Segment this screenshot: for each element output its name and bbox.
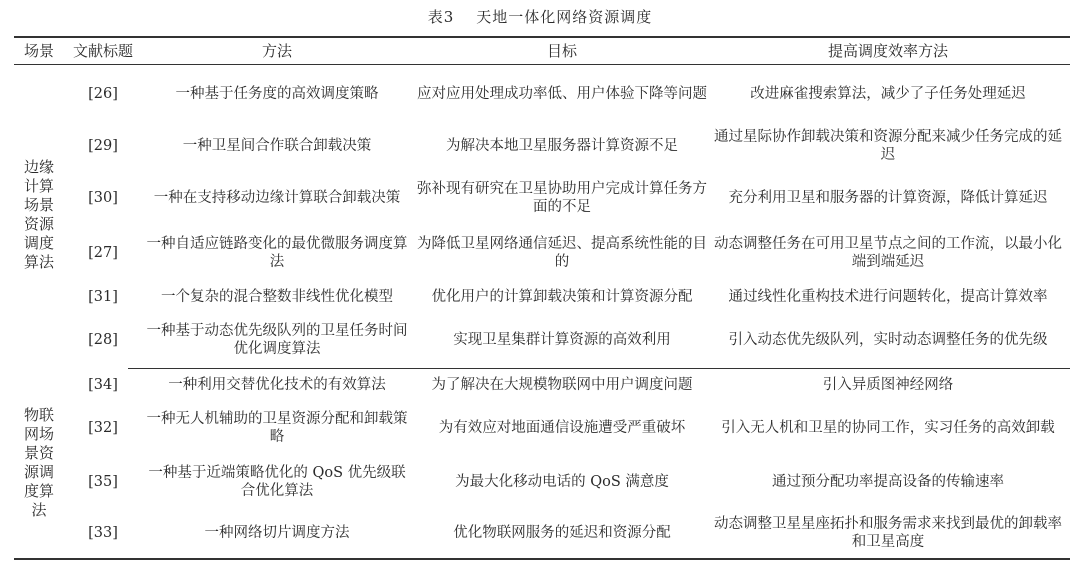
table-row-ref: [33] [88,525,118,541]
table-row-ref: [32] [88,420,118,436]
scene-line: 边缘 [23,158,54,176]
group-scene-edge [14,158,64,272]
group-divider-rule [128,368,1070,369]
scene-line: 资源 [23,215,54,233]
table-row-method: 一种基于任务度的高效调度策略 [175,86,379,102]
table-row-goal: 应对应用处理成功率低、用户体验下降等问题 [417,86,707,102]
table-row-goal: 为最大化移动电话的 QoS 满意度 [455,474,669,490]
table-row-goal: 为降低卫星网络通信延迟、提高系统性能的目的 [417,236,707,270]
scene-line: 计算 [23,177,54,195]
table-row-goal: 为了解决在大规模物联网中用户调度问题 [431,377,693,393]
table-row-efficiency: 动态调整任务在可用卫星节点之间的工作流，以最小化端到端延迟 [714,236,1062,270]
header-goal: 目标 [546,42,577,60]
scene-line: 场景 [23,196,54,214]
table-row-goal: 优化物联网服务的延迟和资源分配 [453,525,671,541]
table-row-ref: [30] [88,190,118,206]
table-row-ref: [26] [88,86,118,102]
table-row-ref: [35] [88,474,118,490]
table-row-method: 一种利用交替优化技术的有效算法 [168,377,386,393]
table-row-method: 一种自适应链路变化的最优微服务调度算法 [146,236,408,270]
scene-line: 度算 [23,482,54,500]
scene-line: 算法 [23,253,54,271]
table-row-efficiency: 动态调整卫星星座拓扑和服务需求来找到最优的卸载率和卫星高度 [714,516,1062,550]
scene-line: 物联 [23,406,54,424]
header-method: 方法 [261,42,292,60]
table-row-goal: 为有效应对地面通信设施遭受严重破坏 [438,420,686,436]
table-row-efficiency: 引入动态优先级队列，实时动态调整任务的优先级 [728,332,1048,348]
table-row-efficiency: 通过星际协作卸载决策和资源分配来减少任务完成的延迟 [714,129,1062,163]
table-row-ref: [28] [88,332,118,348]
table-caption [0,6,1080,27]
table-row-goal: 为解决本地卫星服务器计算资源不足 [446,138,678,154]
scene-line: 景资 [23,444,54,462]
table-row-efficiency: 通过预分配功率提高设备的传输速率 [772,474,1004,490]
table-row-method: 一种网络切片调度方法 [204,525,350,541]
scene-line: 调度 [23,234,54,252]
scene-line: 网场 [23,425,54,443]
table-row-method: 一种卫星间合作联合卸载决策 [182,138,372,154]
table-row-efficiency: 引入异质图神经网络 [822,377,954,393]
table-row-method: 一个复杂的混合整数非线性优化模型 [161,289,393,305]
group-scene-iot [14,406,64,520]
table-row-efficiency: 通过线性化重构技术进行问题转化，提高计算效率 [728,289,1048,305]
header-scene: 场景 [23,42,54,60]
table-row-ref: [27] [88,245,118,261]
table-row-ref: [29] [88,138,118,154]
header-efficiency: 提高调度效率方法 [827,42,948,60]
table-row-goal: 弥补现有研究在卫星协助用户完成计算任务方面的不足 [417,181,707,215]
table-row-efficiency: 充分利用卫星和服务器的计算资源，降低计算延迟 [728,190,1048,206]
bottom-rule [14,558,1070,560]
table-row-ref: [34] [88,377,118,393]
table-row-method: 一种基于近端策略优化的 QoS 优先级联合优化算法 [148,465,406,499]
table-row-goal: 优化用户的计算卸载决策和计算资源分配 [431,289,693,305]
scene-line: 源调 [23,463,54,481]
table-row-method: 一种在支持移动边缘计算联合卸载决策 [153,190,401,206]
table-row-efficiency: 改进麻雀搜索算法，减少了子任务处理延迟 [750,86,1026,102]
table-title: 天地一体化网络资源调度 [476,8,653,26]
table-row-goal: 实现卫星集群计算资源的高效利用 [453,332,671,348]
header-rule [14,64,1070,65]
table-row-method: 一种基于动态优先级队列的卫星任务时间优化调度算法 [146,323,408,357]
header-ref: 文献标题 [72,42,133,60]
table-row-ref: [31] [88,289,118,305]
table-row-efficiency: 引入无人机和卫星的协同工作，实习任务的高效卸载 [721,420,1055,436]
table-row-method: 一种无人机辅助的卫星资源分配和卸载策略 [146,411,408,445]
table-number: 表3 [427,8,455,26]
scene-line: 法 [31,501,47,519]
